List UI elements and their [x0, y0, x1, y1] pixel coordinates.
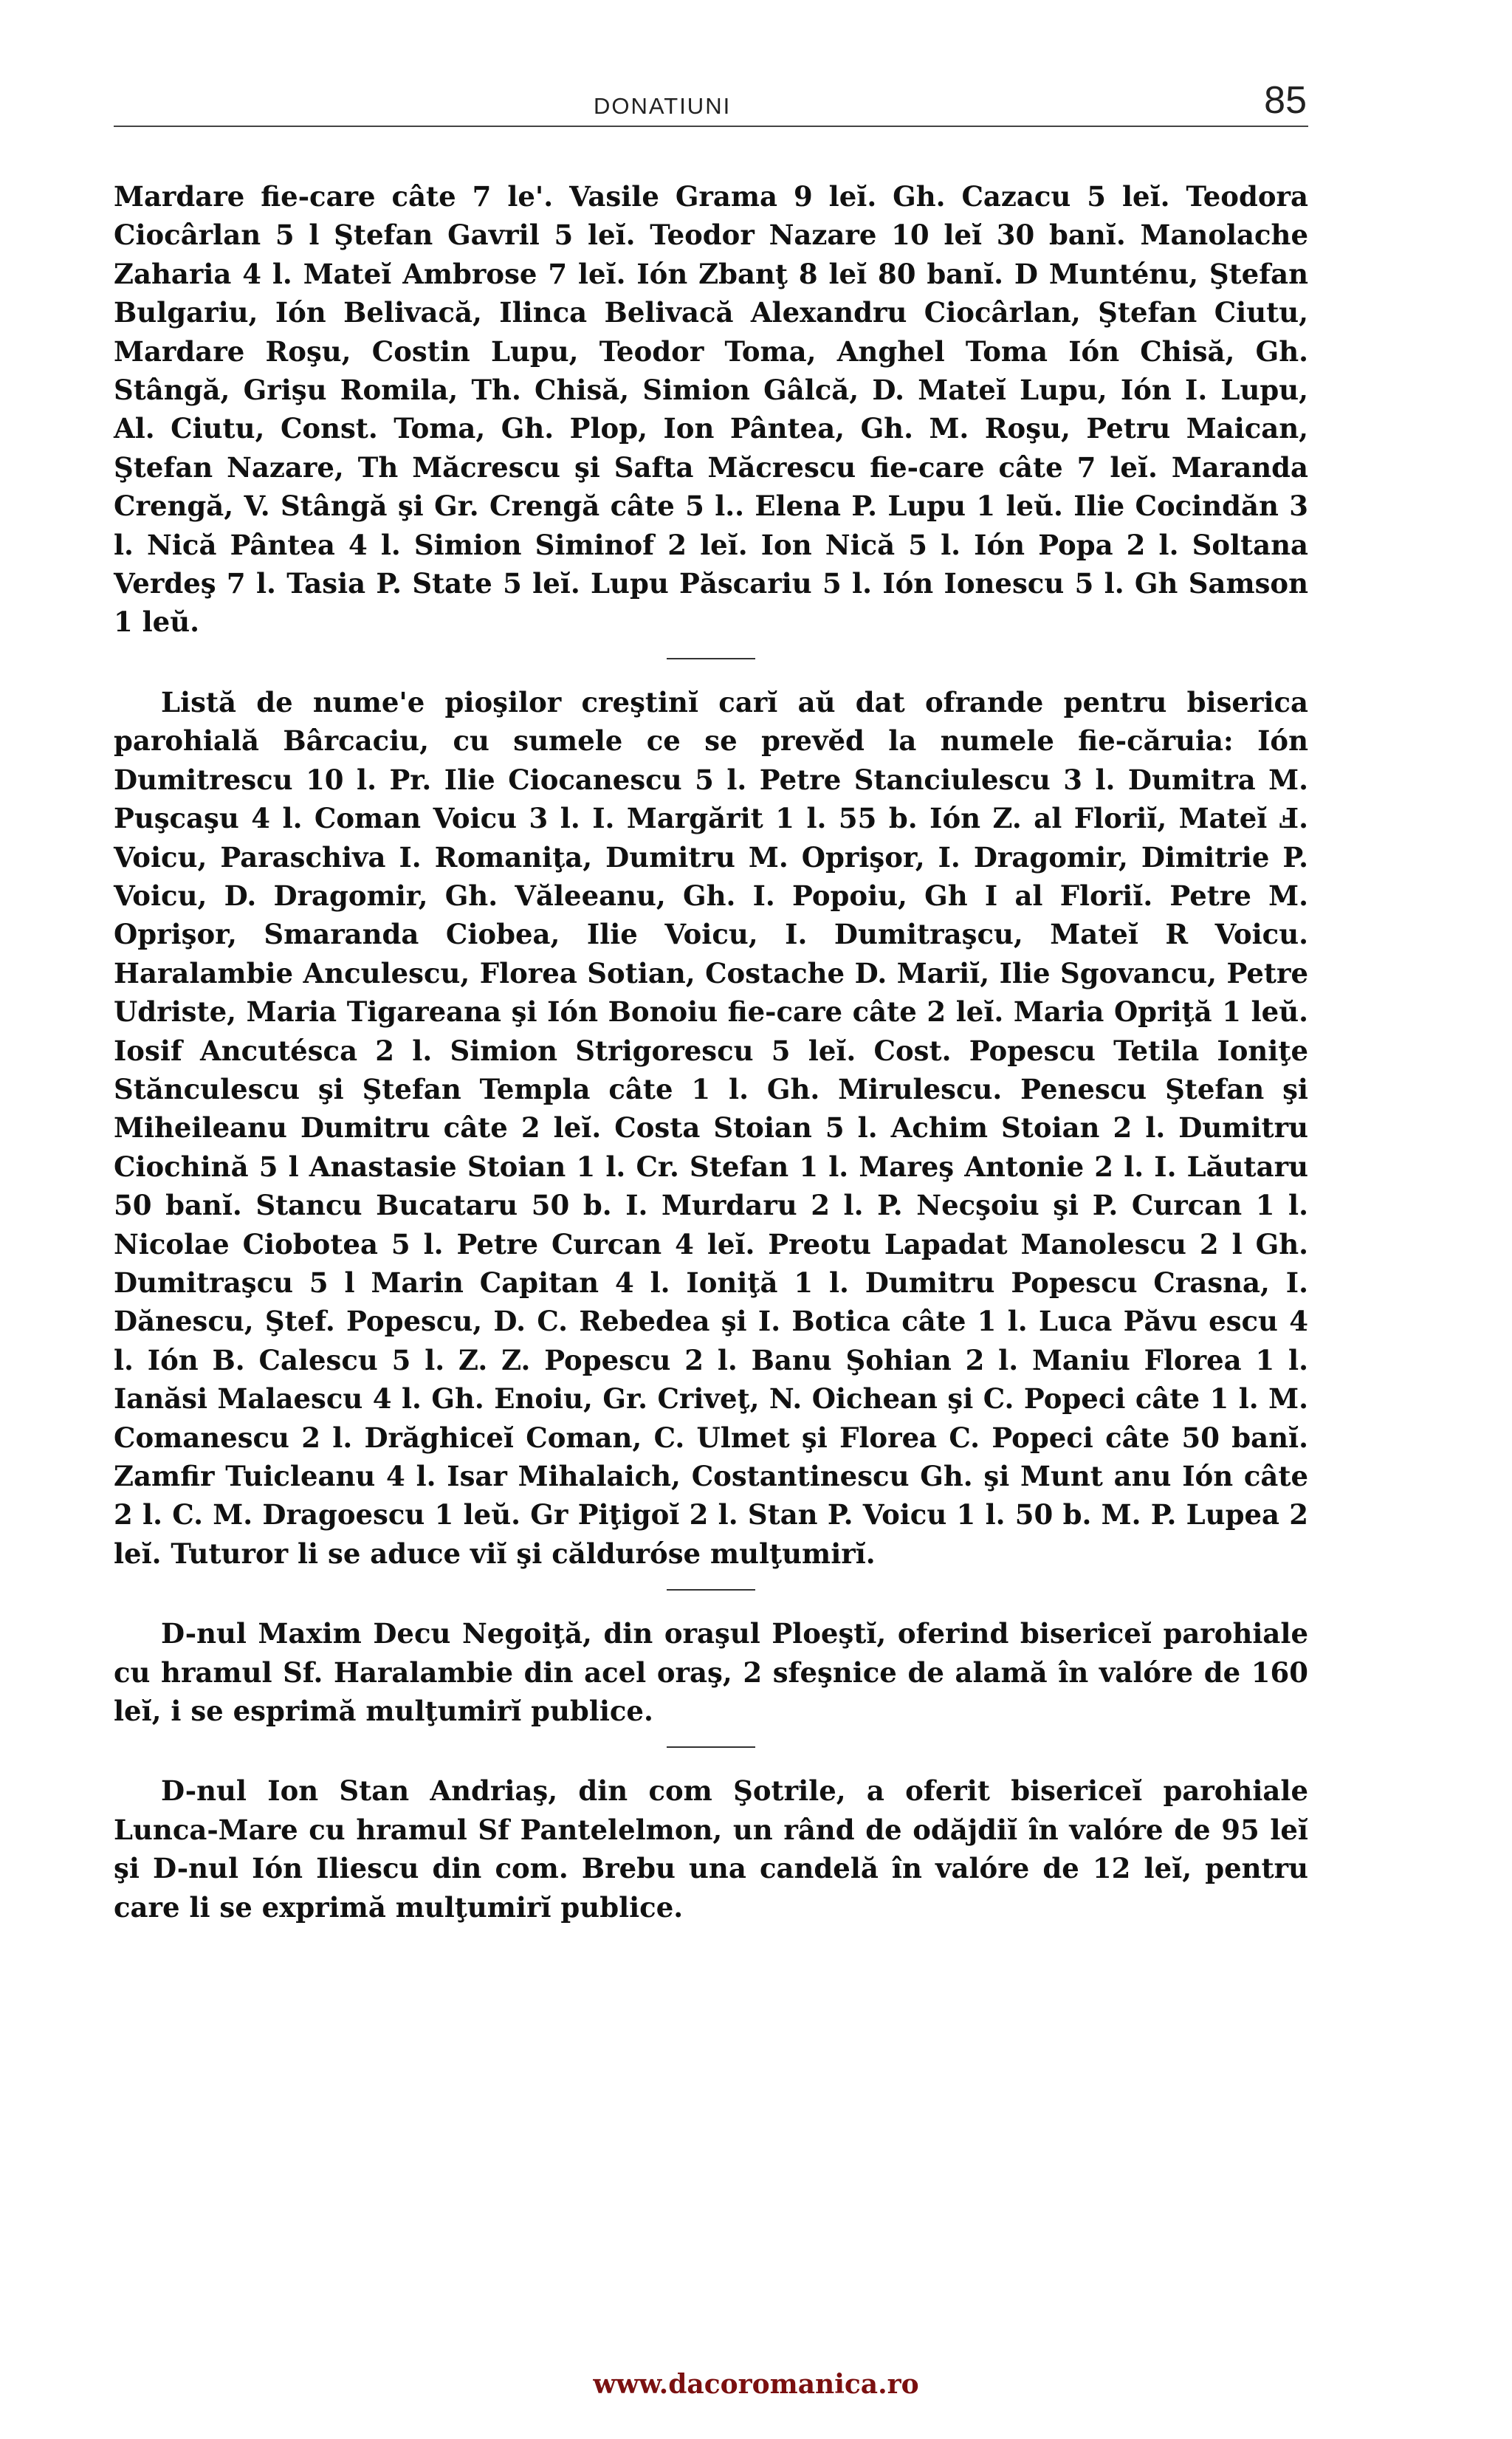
page-header — [114, 52, 1308, 123]
running-title: DONATIUNI — [594, 93, 732, 119]
separator-line — [667, 1589, 755, 1591]
separator-line — [667, 1746, 755, 1748]
paragraph-donors-list-1: Mardare fie-care câte 7 le'. Vasile Grama 9 leĭ. Gh. Cazacu 5 leĭ. Teodora Ciocârlan 5 l Ştefan Gavril 5 leĭ. Teodor Nazare 10 leĭ 30 banĭ. Manolache Zaharia 4 l. Mateĭ Ambrose 7 leĭ. Ión Zbanţ 8 leĭ 80 banĭ. D Munténu, Ştefan Bulgariu, Ión Belivacă, Ilinca Belivacă Alexandru Ciocârlan, Ştefan Ciutu, Mardare Roşu, Costin Lupu, Teodor Toma, Anghel Toma Ión Chisă, Gh. Stângă, Grişu Romila, Th. Chisă, Simion Gâlcă, D. Mateĭ Lupu, Ión I. Lupu, Al. Ciutu, Const. Toma, Gh. Plop, Ion Pântea, Gh. M. Roşu, Petru Maican, Ştefan Nazare, Th Măcrescu şi Safta Măcrescu fie-care câte 7 leĭ. Maranda Crengă, V. Stângă şi Gr. Crengă câte 5 l.. Elena P. Lupu 1 leŭ. Ilie Cocindăn 3 l. Nică Pântea 4 l. Simion Siminof 2 leĭ. Ion Nică 5 l. Ión Popa 2 l. Soltana Verdeş 7 l. Tasia P. State 5 leĭ. Lupu Păscariu 5 l. Ión Ionescu 5 l. Gh Samson 1 leŭ. — [114, 180, 1308, 639]
separator-3 — [114, 1730, 1308, 1771]
paragraph-negoita-donation: D-nul Maxim Decu Negoiţă, din oraşul Ploeştĭ, oferind bisericeĭ parohiale cu hramul Sf. Haralambie din acel oraş, 2 sfeşnice de alamă în valóre de 160 leĭ, i se esprimă mulţumirĭ publice. — [114, 1617, 1308, 1728]
footer-watermark: www.dacoromanica.ro — [593, 2369, 919, 2400]
separator-2 — [114, 1573, 1308, 1614]
book-page — [114, 52, 1308, 2385]
separator-line — [667, 658, 755, 659]
paragraph-barcaciu-list: Listă de nume'e pioşilor creştinĭ carĭ aŭ dat ofrande pentru biserica parohială Bârcaciu, cu sumele ce se prevĕd la numele fie-căruia: Ión Dumitrescu 10 l. Pr. Ilie Ciocanescu 5 l. Petre Stanciulescu 3 l. Dumitra M. Puşcaşu 4 l. Coman Voicu 3 l. I. Margărit 1 l. 55 b. Ión Z. al Floriĭ, Mateĭ Ⅎ. Voicu, Paraschiva I. Romaniţa, Dumitru M. Oprişor, I. Dragomir, Dimitrie P. Voicu, D. Dragomir, Gh. Văleeanu, Gh. I. Popoiu, Gh I al Floriĭ. Petre M. Oprişor, Smaranda Ciobea, Ilie Voicu, I. Dumitraşcu, Mateĭ R Voicu. Haralambie Anculescu, Florea Sotian, Costache D. Mariĭ, Ilie Sgovancu, Petre Udriste, Maria Tigareana şi Ión Bonoiu fie-care câte 2 leĭ. Maria Opriţă 1 leŭ. Iosif Ancutésca 2 l. Simion Strigorescu 5 leĭ. Cost. Popescu Tetila Ioniţe Stănculescu şi Ştefan Templa câte 1 l. Gh. Mirulescu. Penescu Ştefan şi Miheileanu Dumitru câte 2 leĭ. Costa Stoian 5 l. Achim Stoian 2 l. Dumitru Ciochină 5 l Anastasie Stoian 1 l. Cr. Stefan 1 l. Mareş Antonie 2 l. I. Lăutaru 50 banĭ. Stancu Bucataru 50 b. I. Murdaru 2 l. P. Necşoiu şi P. Curcan 1 l. Nicolae Ciobotea 5 l. Petre Curcan 4 leĭ. Preotu Lapadat Manolescu 2 l Gh. Dumitraşcu 5 l Marin Capitan 4 l. Ioniţă 1 l. Dumitru Popescu Crasna, I. Dănescu, Ştef. Popescu, D. C. Rebedea şi I. Botica câte 1 l. Luca Păvu escu 4 l. Ión B. Calescu 5 l. Z. Z. Popescu 2 l. Banu Şohian 2 l. Maniu Florea 1 l. Ianăsi Malaescu 4 l. Gh. Enoiu, Gr. Criveţ, N. Oichean şi C. Popeci câte 1 l. M. Comanescu 2 l. Drăghiceĭ Coman, C. Ulmet şi Florea C. Popeci câte 50 banĭ. Zamfir Tuicleanu 4 l. Isar Mihalaich, Costantinescu Gh. şi Munt anu Ión câte 2 l. C. M. Dragoescu 1 leŭ. Gr Piţigoĭ 2 l. Stan P. Voicu 1 l. 50 b. M. P. Lupea 2 leĭ. Tuturor li se aduce viĭ şi călduróse mulţumirĭ. — [114, 685, 1308, 1570]
header-rule — [114, 126, 1308, 127]
paragraph-andrias-donation: D-nul Ion Stan Andriaş, din com Şotrile, a oferit bisericeĭ parohiale Lunca-Mare cu hramul Sf Pantelelmon, un rând de odăjdiĭ în valóre de 95 leĭ şi D-nul Ión Iliescu din com. Brebu una candelă în valóre de 12 leĭ, pentru care li se exprimă mulţumirĭ publice. — [114, 1774, 1308, 1924]
separator-1 — [114, 642, 1308, 683]
page-number: 85 — [1264, 79, 1307, 122]
page-content — [114, 177, 1308, 1927]
